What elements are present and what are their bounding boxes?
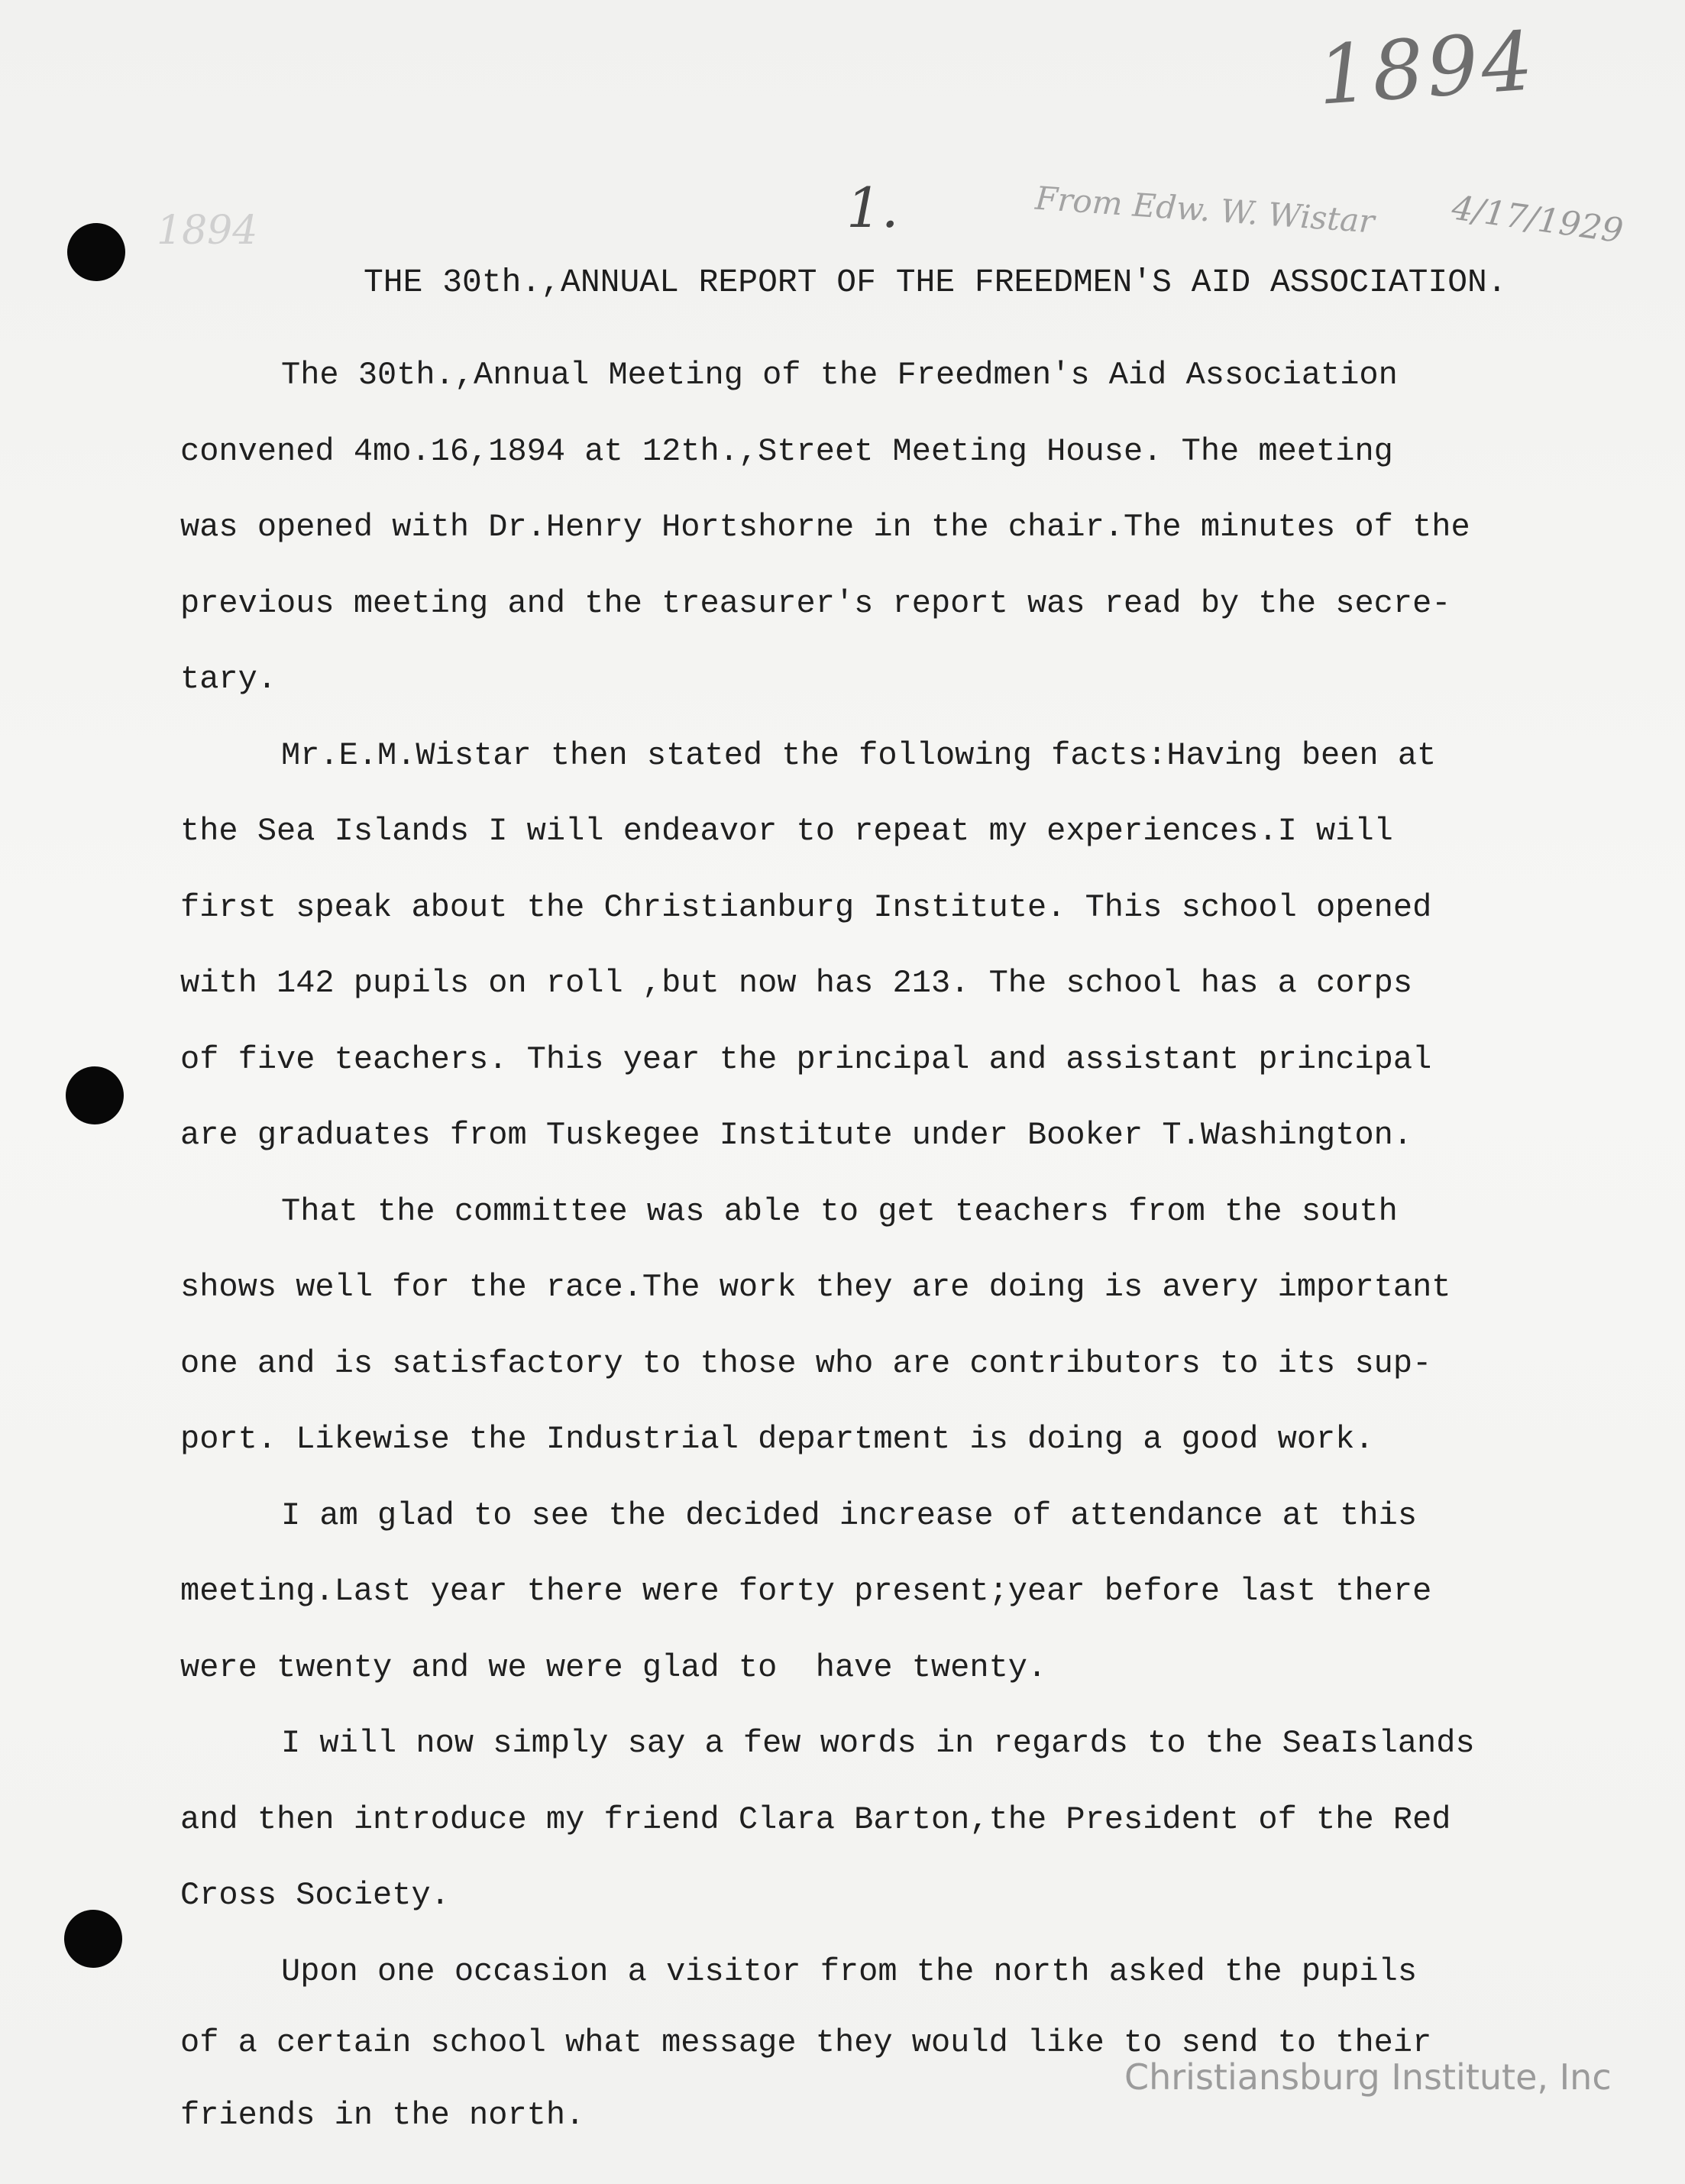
handwritten-year: 1894 <box>1315 14 1539 123</box>
body-line: was opened with Dr.Henry Hortshorne in the chair.The minutes of the <box>180 509 1470 545</box>
body-line: Upon one occasion a visitor from the north asked the pupils <box>281 1953 1418 1990</box>
body-line: were twenty and we were glad to have twenty. <box>180 1649 1047 1686</box>
punch-hole-middle <box>66 1066 124 1124</box>
body-line: Cross Society. <box>180 1877 450 1914</box>
handwritten-date-note: 4/17/1929 <box>1449 188 1626 251</box>
handwritten-source-note: From Edw. W. Wistar <box>1033 179 1376 241</box>
watermark: Christiansburg Institute, Inc <box>1124 2056 1612 2098</box>
body-line: friends in the north. <box>180 2097 585 2134</box>
faint-handwritten-year: 1894 <box>157 208 258 254</box>
body-line: and then introduce my friend Clara Barton,the President of the Red <box>180 1801 1451 1838</box>
body-line: The 30th.,Annual Meeting of the Freedmen's Aid Association <box>281 357 1398 393</box>
body-line: shows well for the race.The work they are doing is avery important <box>180 1269 1451 1306</box>
body-line: previous meeting and the treasurer's report was read by the secre- <box>180 584 1451 622</box>
report-body <box>180 338 1548 2144</box>
body-line: the Sea Islands I will endeavor to repeat my experiences.I will <box>180 813 1393 849</box>
body-line: meeting.Last year there were forty present;year before last there <box>180 1573 1432 1610</box>
body-line: That the committee was able to get teachers from the south <box>281 1192 1398 1230</box>
report-title: THE 30th.,ANNUAL REPORT OF THE FREEDMEN'S AID ASSOCIATION. <box>364 264 1507 301</box>
body-line: tary. <box>180 661 277 697</box>
punch-hole-top <box>67 223 125 281</box>
body-line: I am glad to see the decided increase of attendance at this <box>281 1496 1418 1534</box>
body-line: of a certain school what message they would like to send to their <box>180 2024 1432 2061</box>
body-line: I will now simply say a few words in regards to the SeaIslands <box>281 1725 1475 1762</box>
body-line: first speak about the Christianburg Institute. This school opened <box>180 888 1432 926</box>
body-line: are graduates from Tuskegee Institute under Booker T.Washington. <box>180 1117 1413 1153</box>
punch-hole-bottom <box>64 1910 122 1968</box>
body-line: Mr.E.M.Wistar then stated the following facts:Having been at <box>281 736 1437 774</box>
body-line: one and is satisfactory to those who are contributors to its sup- <box>180 1344 1432 1382</box>
body-line: with 142 pupils on roll ,but now has 213. The school has a corps <box>180 965 1413 1001</box>
handwritten-page-number: 1. <box>846 176 899 240</box>
body-line: convened 4mo.16,1894 at 12th.,Street Meeting House. The meeting <box>180 432 1393 470</box>
body-line: port. Likewise the Industrial department is doing a good work. <box>180 1421 1374 1458</box>
body-line: of five teachers. This year the principal and assistant principal <box>180 1040 1432 1078</box>
